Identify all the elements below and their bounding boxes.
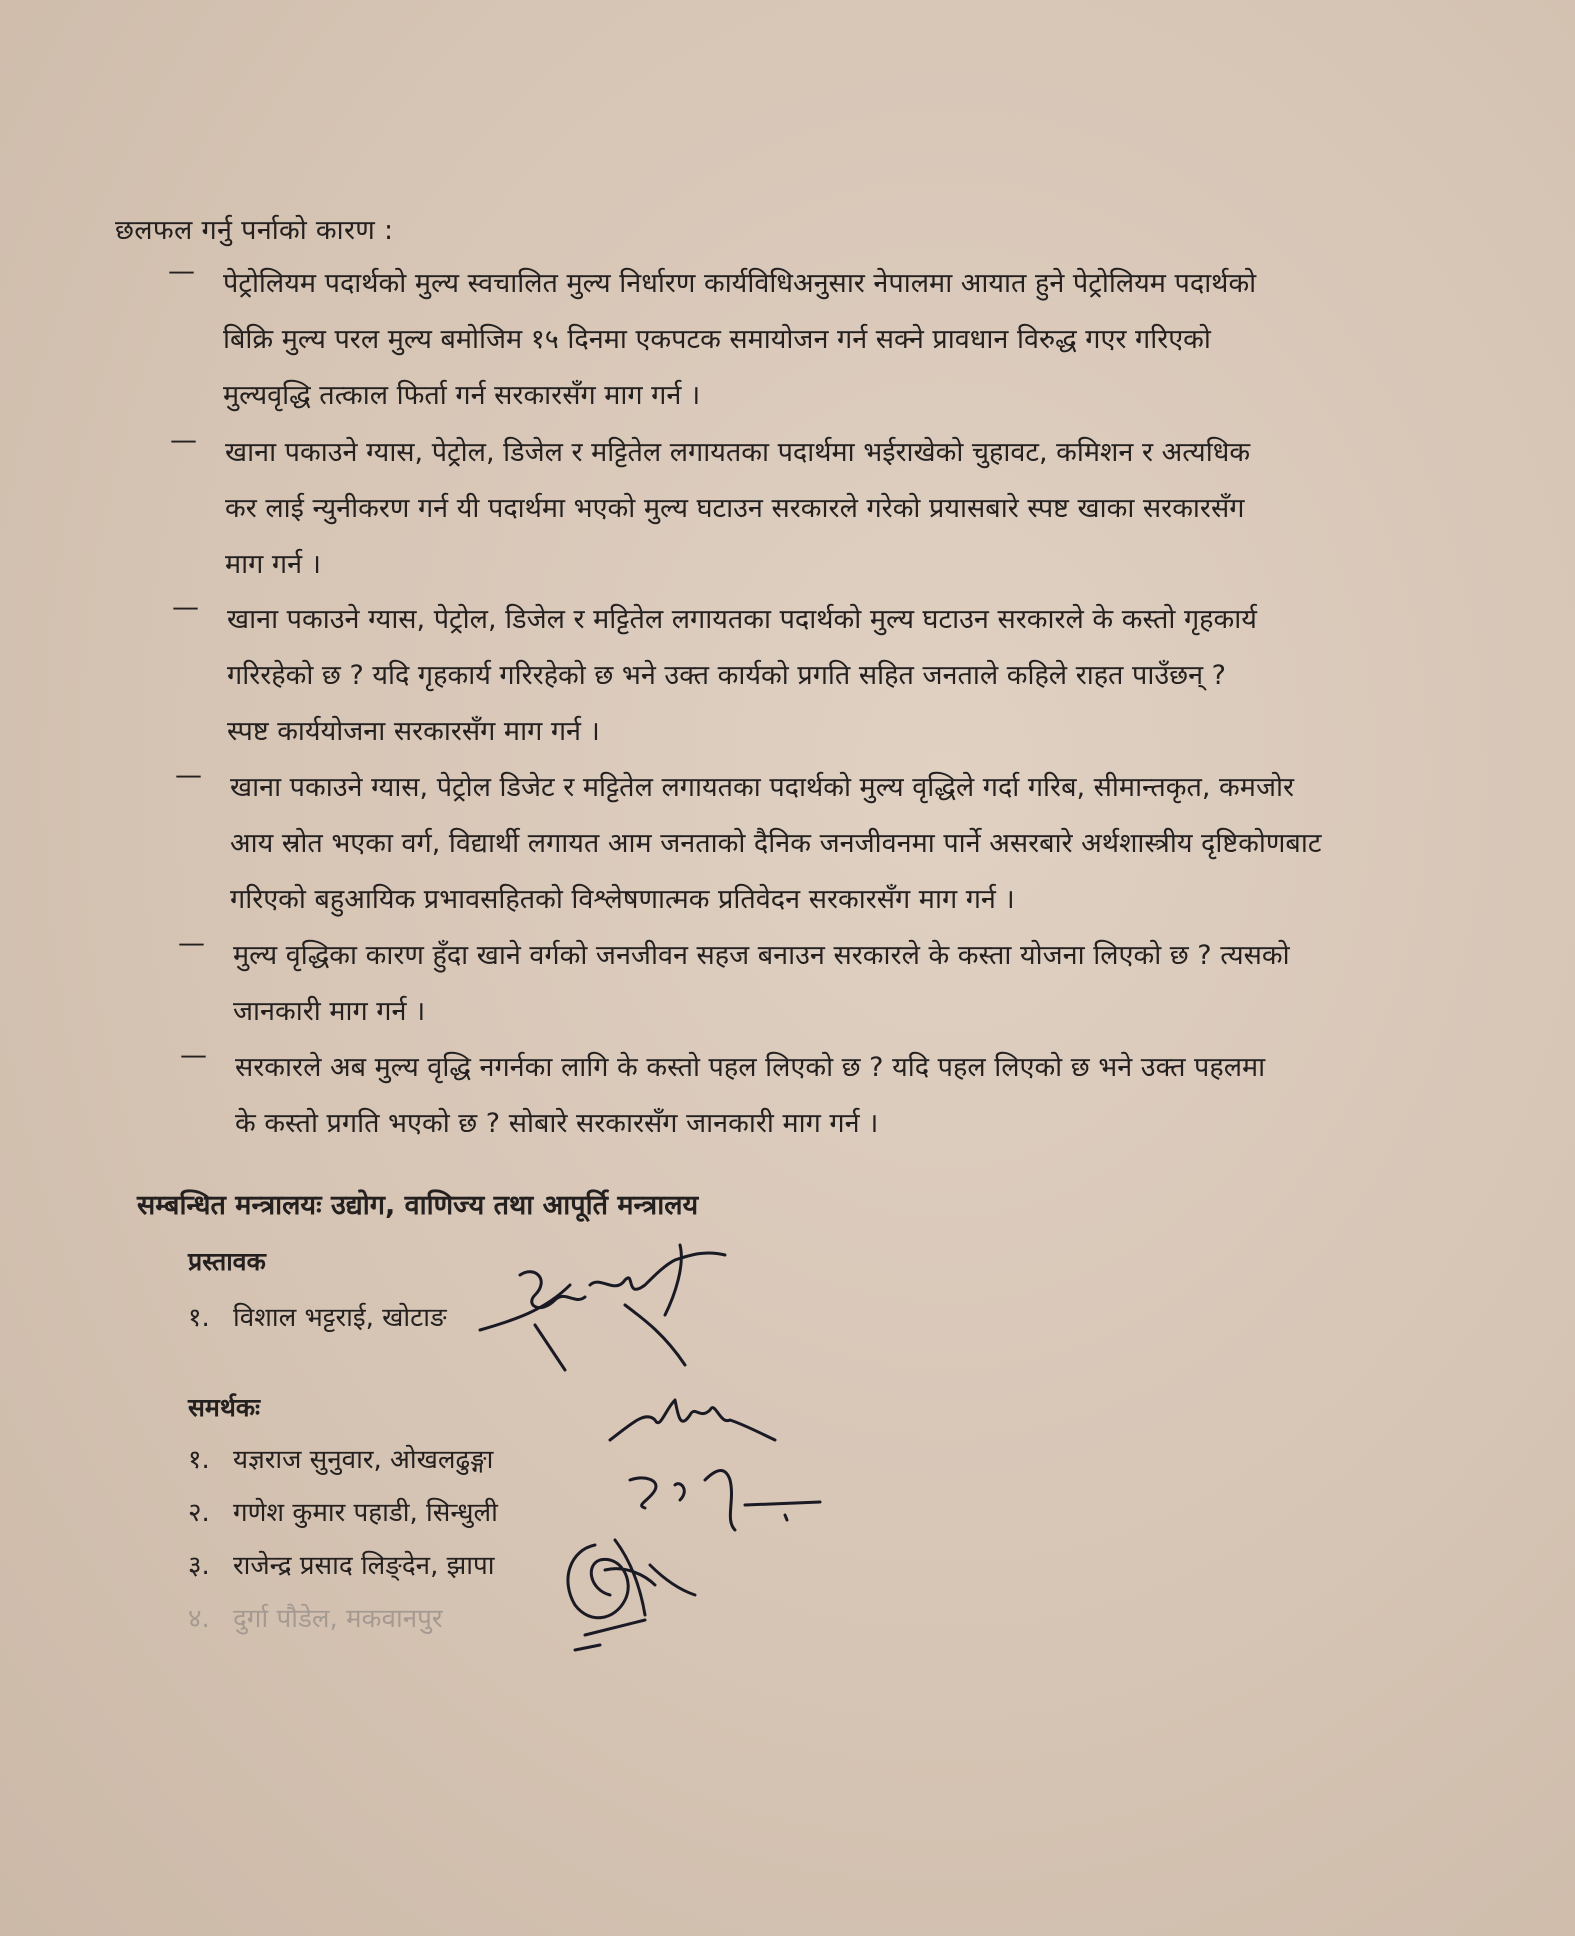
- proposer-number: १.: [188, 1303, 210, 1333]
- supporter-name: दुर्गा पौडेल, मकवानपुर: [233, 1604, 443, 1634]
- point-2-line-1: खाना पकाउने ग्यास, पेट्रोल, डिजेल र मट्टितेल लगायतका पदार्थमा भईराखेको चुहावट, कमिशन र अत्यधिक: [225, 437, 1251, 468]
- supporter-row-4: [188, 1599, 443, 1635]
- related-ministry: सम्बन्धित मन्त्रालयः उद्योग, वाणिज्य तथा आपूर्ति मन्त्रालय: [137, 1190, 699, 1221]
- bullet-dash: —: [170, 425, 197, 456]
- supporter-name: राजेन्द्र प्रसाद लिङ्देन, झापा: [233, 1551, 495, 1581]
- point-3-line-2: गरिरहेको छ ? यदि गृहकार्य गरिरहेको छ भने उक्त कार्यको प्रगति सहित जनताले कहिले राहत पाउँछन् ?: [227, 660, 1226, 691]
- point-5-line-1: मुल्य वृद्धिका कारण हुँदा खाने वर्गको जनजीवन सहज बनाउन सरकारले के कस्ता योजना लिएको छ ? त्यसको: [233, 940, 1290, 971]
- point-4-line-3: गरिएको बहुआयिक प्रभावसहितको विश्लेषणात्मक प्रतिवेदन सरकारसँग माग गर्न ।: [230, 884, 1015, 915]
- point-2-line-3: माग गर्न ।: [225, 549, 321, 580]
- bullet-dash: —: [180, 1040, 207, 1071]
- point-6-line-2: के कस्तो प्रगति भएको छ ? सोबारे सरकारसँग जानकारी माग गर्न ।: [235, 1108, 879, 1139]
- supporter-number: २.: [188, 1498, 210, 1528]
- supporter-1-signature-image: [600, 1385, 780, 1455]
- proposer-name: विशाल भट्टराई, खोटाङ: [233, 1303, 447, 1333]
- point-1-line-1: पेट्रोलियम पदार्थको मुल्य स्वचालित मुल्य निर्धारण कार्यविधिअनुसार नेपालमा आयात हुने पेट्रोलियम पदार्थको: [223, 268, 1257, 299]
- proposer-label: प्रस्तावक: [188, 1247, 266, 1276]
- supporter-row-3: [188, 1546, 495, 1582]
- point-6-line-1: सरकारले अब मुल्य वृद्धि नगर्नका लागि के कस्तो पहल लिएको छ ? यदि पहल लिएको छ भने उक्त पहलमा: [235, 1052, 1266, 1083]
- supporter-row-1: [188, 1440, 493, 1476]
- supporter-name: यज्ञराज सुनुवार, ओखलढुङ्गा: [233, 1445, 494, 1475]
- point-5-line-2: जानकारी माग गर्न ।: [233, 996, 426, 1027]
- section-heading: छलफल गर्नु पर्नाको कारण :: [115, 215, 394, 246]
- point-4-line-2: आय स्रोत भएका वर्ग, विद्यार्थी लगायत आम जनताको दैनिक जनजीवनमा पार्ने असरबारे अर्थशास्त्रीय दृष्टिकोणबाट: [230, 828, 1322, 859]
- bullet-dash: —: [178, 928, 205, 959]
- point-3-line-1: खाना पकाउने ग्यास, पेट्रोल, डिजेल र मट्टितेल लगायतका पदार्थको मुल्य घटाउन सरकारले के कस्तो गृहकार्य: [227, 604, 1257, 635]
- proposer-row: [188, 1298, 447, 1334]
- bullet-dash: —: [168, 256, 195, 287]
- point-3-line-3: स्पष्ट कार्ययोजना सरकारसँग माग गर्न ।: [227, 716, 600, 747]
- supporters-label: समर्थकः: [188, 1393, 261, 1422]
- supporter-number: १.: [188, 1445, 210, 1475]
- point-2-line-2: कर लाई न्युनीकरण गर्न यी पदार्थमा भएको मुल्य घटाउन सरकारले गरेको प्रयासबारे स्पष्ट खाका सरकारसँग: [225, 493, 1245, 524]
- supporter-number: ४.: [188, 1604, 210, 1634]
- supporter-row-2: [188, 1493, 498, 1529]
- supporter-number: ३.: [188, 1551, 210, 1581]
- supporter-3-signature-image: [555, 1525, 705, 1655]
- bullet-dash: —: [172, 592, 199, 623]
- bullet-dash: —: [175, 760, 202, 791]
- supporter-name: गणेश कुमार पहाडी, सिन्धुली: [233, 1498, 498, 1528]
- proposer-signature-image: [475, 1225, 755, 1375]
- point-1-line-2: बिक्रि मुल्य परल मुल्य बमोजिम १५ दिनमा एकपटक समायोजन गर्न सक्ने प्रावधान विरुद्ध गएर गरिएको: [223, 324, 1211, 355]
- point-1-line-3: मुल्यवृद्धि तत्काल फिर्ता गर्न सरकारसँग माग गर्न ।: [223, 380, 701, 411]
- point-4-line-1: खाना पकाउने ग्यास, पेट्रोल डिजेट र मट्टितेल लगायतका पदार्थको मुल्य वृद्धिले गर्दा गरिब, सीमान्तकृत, कमजोर: [230, 772, 1295, 803]
